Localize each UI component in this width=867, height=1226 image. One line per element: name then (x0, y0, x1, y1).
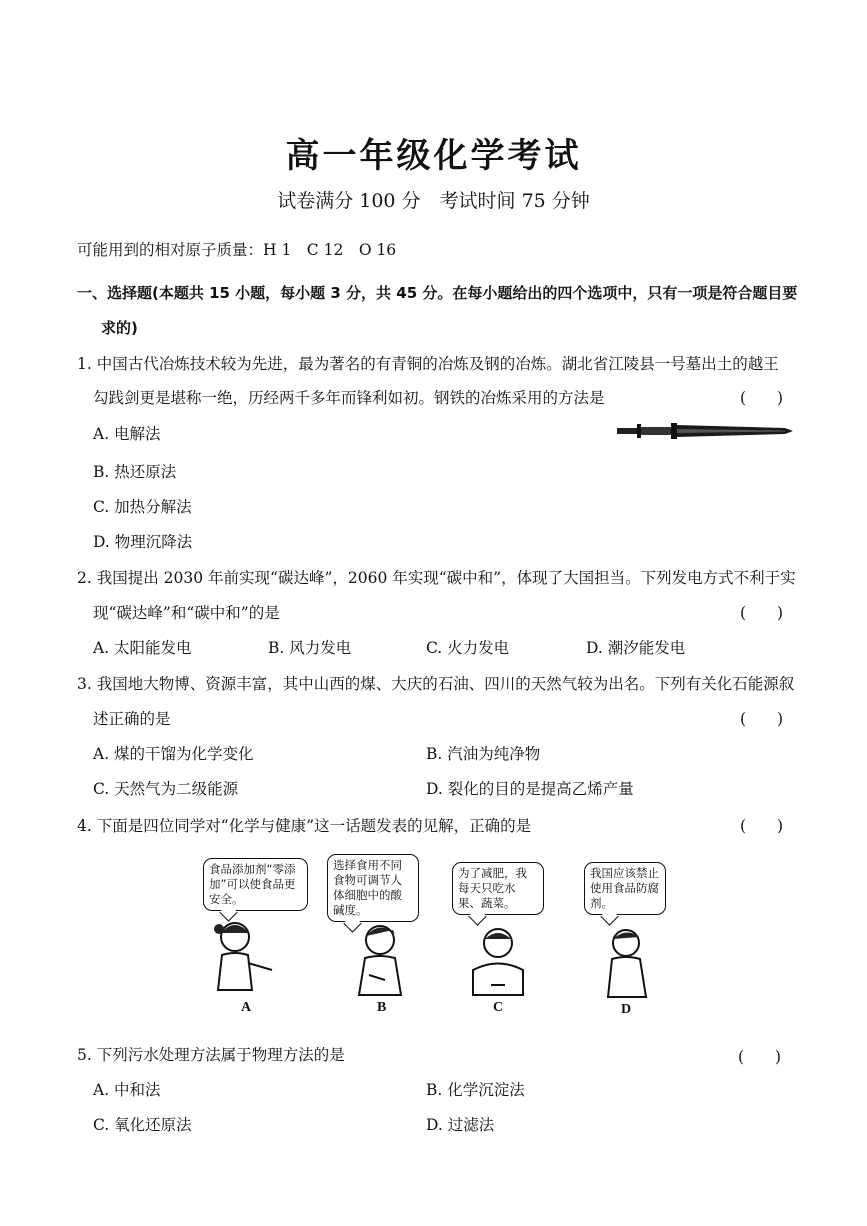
option: C. 氧化还原法 (93, 1116, 192, 1134)
option: D. 裂化的目的是提高乙烯产量 (426, 780, 634, 798)
option: B. 化学沉淀法 (426, 1081, 525, 1099)
sword-image (615, 420, 795, 442)
question-2-stem-cont: 现“碳达峰”和“碳中和”的是 (93, 604, 280, 622)
question-1-stem-cont: 勾践剑更是堪称一绝，历经两千多年而锋利如初。钢铁的冶炼采用的方法是 (93, 389, 605, 407)
option: C. 加热分解法 (93, 498, 192, 516)
section-heading-cont: 求的) (101, 319, 138, 337)
page-title: 高一年级化学考试 (285, 136, 582, 176)
question-1-stem: 1. 中国古代冶炼技术较为先进，最为著名的有青铜的冶炼及钢的冶炼。湖北省江陵县一号墓出土的越王 (77, 355, 779, 373)
option: D. 潮汐能发电 (586, 639, 686, 657)
student-d-illustration (598, 925, 658, 1000)
option: A. 太阳能发电 (93, 639, 192, 657)
speech-bubble-c: 为了减肥，我每天只吃水果、蔬菜。 (452, 862, 544, 915)
speech-bubble-b: 选择食用不同食物可调节人体细胞中的酸碱度。 (327, 854, 419, 922)
speech-bubble-a: 食品添加剂“零添加”可以使食品更安全。 (203, 858, 308, 911)
exam-subtitle: 试卷满分 100 分 考试时间 75 分钟 (277, 190, 590, 212)
label-c: C (493, 1000, 504, 1015)
option: B. 热还原法 (93, 463, 177, 481)
option: C. 火力发电 (426, 639, 510, 657)
question-5-stem: 5. 下列污水处理方法属于物理方法的是 (77, 1046, 345, 1064)
student-a-illustration (200, 915, 290, 995)
question-2-stem: 2. 我国提出 2030 年前实现“碳达峰”，2060 年实现“碳中和”，体现了大国担当。下列发电方式不利于实 (77, 569, 796, 587)
label-b: B (377, 1000, 387, 1015)
question-4-stem: 4. 下面是四位同学对“化学与健康”这一话题发表的见解，正确的是 (77, 817, 532, 835)
label-a: A (241, 1000, 252, 1015)
answer-paren: ( ) (740, 710, 784, 728)
option: B. 汽油为纯净物 (426, 745, 541, 763)
option: A. 电解法 (93, 425, 161, 443)
answer-paren: ( ) (740, 817, 784, 835)
option: A. 中和法 (93, 1081, 161, 1099)
option: B. 风力发电 (268, 639, 352, 657)
question-3-stem-cont: 述正确的是 (93, 710, 171, 728)
section-heading: 一、选择题(本题共 15 小题，每小题 3 分，共 45 分。在每小题给出的四个选项中，只有一项是符合题目要 (77, 284, 798, 302)
option: A. 煤的干馏为化学变化 (93, 745, 254, 763)
answer-paren: ( ) (740, 604, 784, 622)
question-3-stem: 3. 我国地大物博、资源丰富，其中山西的煤、大庆的石油、四川的天然气较为出名。下列有关化石能源叙 (77, 675, 795, 693)
answer-paren: ( ) (740, 389, 784, 407)
option: D. 过滤法 (426, 1116, 495, 1134)
student-b-illustration (345, 920, 415, 1000)
student-c-illustration (463, 925, 533, 1000)
option: D. 物理沉降法 (93, 533, 193, 551)
label-d: D (621, 1002, 632, 1017)
answer-paren: ( ) (738, 1048, 782, 1066)
atomic-masses: 可能用到的相对原子质量：H 1 C 12 O 16 (77, 241, 397, 259)
speech-bubble-d: 我国应该禁止使用食品防腐剂。 (584, 862, 666, 915)
option: C. 天然气为二级能源 (93, 780, 239, 798)
